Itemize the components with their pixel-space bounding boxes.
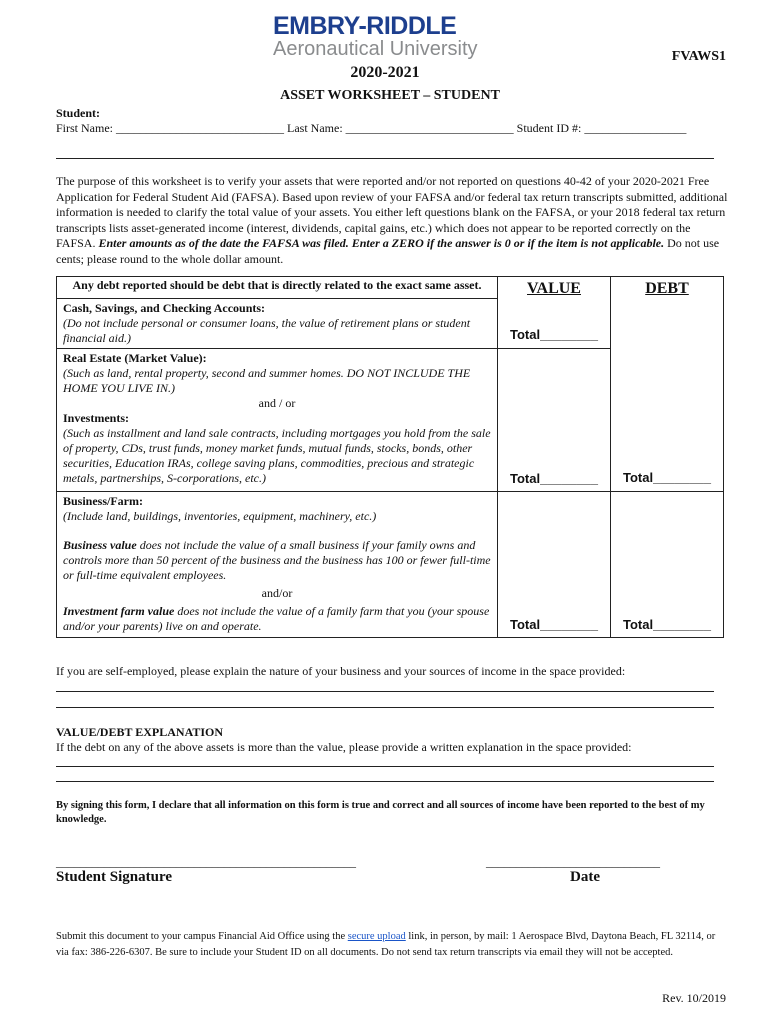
student-id-field[interactable]: Student ID #: _________________ bbox=[516, 121, 687, 135]
investments-debt-cell[interactable] bbox=[611, 348, 724, 491]
explanation-prompt: If the debt on any of the above assets is more than the value, please provide a written explanation in the space provided: bbox=[56, 740, 632, 754]
submit-text-post: link, in person, by mail: 1 Aerospace Blvd, Daytona Beach, FL 32114, or via fax: 386-226-6307. Be sure to include your Student ID on all documents. Do not send tax return transcripts via email they will not be accepted. bbox=[56, 931, 716, 958]
asset-table bbox=[56, 276, 724, 638]
form-id: FVAWS1 bbox=[671, 49, 726, 64]
value-header: VALUE bbox=[498, 277, 611, 299]
signature-label: Student Signature bbox=[56, 869, 173, 885]
cash-value-cell[interactable] bbox=[498, 298, 611, 348]
realestate-title: Real Estate (Market Value): bbox=[63, 350, 207, 365]
realestate-desc: (Such as land, rental property, second and summer homes. DO NOT INCLUDE THE HOME YOU LIVE IN.) bbox=[63, 365, 471, 395]
investments-value-cell[interactable] bbox=[498, 348, 611, 491]
business-debt-cell[interactable] bbox=[611, 491, 724, 637]
first-name-field[interactable]: First Name: ____________________________ bbox=[56, 121, 284, 135]
farm-value-desc: does not include the value of a family farm that you (your spouse and/or your parents) live on and operate. bbox=[63, 603, 490, 633]
award-year: 2020-2021 bbox=[350, 64, 420, 81]
explanation-title: VALUE/DEBT EXPLANATION bbox=[56, 725, 224, 739]
and-or-label: and / or bbox=[258, 395, 296, 410]
cash-value-total[interactable]: Total________ bbox=[510, 327, 598, 342]
business-value-total[interactable]: Total________ bbox=[510, 616, 598, 632]
investments-title: Investments: bbox=[63, 410, 129, 425]
self-employed-line-2[interactable] bbox=[56, 707, 714, 708]
secure-upload-link[interactable]: secure upload bbox=[347, 931, 406, 942]
investments-debt-total[interactable]: Total________ bbox=[623, 470, 711, 485]
declaration-text: By signing this form, I declare that all information on this form is true and correct and all sources of income have been reported to the best of my knowledge. bbox=[56, 800, 705, 825]
business-value-desc: does not include the value of a small business if your family owns and controls more than 50 percent of the business and the business has 100 or fewer full-time or full-time equivalent employees. bbox=[63, 537, 491, 582]
submit-instructions bbox=[56, 929, 728, 960]
revision-date: Rev. 10/2019 bbox=[662, 991, 726, 1005]
and-or-label-2: and/or bbox=[261, 585, 293, 600]
date-label: Date bbox=[570, 869, 600, 885]
purpose-paragraph bbox=[56, 174, 728, 267]
business-debt-total[interactable]: Total________ bbox=[623, 616, 711, 632]
signature-line[interactable]: __________________________________________________ bbox=[56, 855, 356, 869]
business-farm-row bbox=[57, 491, 498, 637]
purpose-instruction: Enter amounts as of the date the FAFSA was filed. Enter a ZERO if the answer is 0 or if the item is not applicable. bbox=[98, 236, 665, 250]
realestate-investments-row bbox=[57, 348, 498, 491]
farm-value-label: Investment farm value bbox=[63, 603, 175, 618]
worksheet-title: ASSET WORKSHEET – STUDENT bbox=[280, 88, 500, 103]
business-value-label: Business value bbox=[63, 537, 137, 552]
debt-note: Any debt reported should be debt that is directly related to the exact same asset. bbox=[57, 277, 498, 299]
business-desc: (Include land, buildings, inventories, equipment, machinery, etc.) bbox=[63, 508, 377, 523]
student-label: Student: bbox=[56, 106, 101, 120]
university-logo-wordmark: EMBRY-RIDDLE bbox=[273, 12, 457, 40]
purpose-text: The purpose of this worksheet is to verify your assets that were reported and/or not reported on questions 40-42 of your 2020-2021 Free Application for Federal Student Aid (FAFSA). Based upon review of your FAFSA and/or federal tax return transcripts submitted, additional information is needed to clarify the total value of your assets. You either left questions blank on the FAFSA, or your 2018 federal tax return transcripts lists asset-generated income (interest, dividends, capital gains, etc.) which does not appear to be reported correctly on the FAFSA. bbox=[56, 174, 728, 250]
student-info-row bbox=[56, 121, 686, 136]
last-name-field[interactable]: Last Name: ____________________________ bbox=[287, 121, 514, 135]
purpose-tail: Do not use cents; please round to the whole dollar amount. bbox=[56, 236, 720, 266]
business-value-cell[interactable] bbox=[498, 491, 611, 637]
divider bbox=[56, 158, 714, 159]
cash-desc: (Do not include personal or consumer loans, the value of retirement plans or student financial aid.) bbox=[63, 315, 471, 345]
self-employed-line-1[interactable] bbox=[56, 691, 714, 692]
university-logo-subtitle: Aeronautical University bbox=[273, 38, 478, 60]
date-line[interactable]: _____________________________ bbox=[486, 855, 660, 869]
explanation-line-1[interactable] bbox=[56, 766, 714, 767]
investments-value-total[interactable]: Total________ bbox=[510, 470, 598, 486]
submit-text-pre: Submit this document to your campus Financial Aid Office using the bbox=[56, 931, 346, 942]
investments-desc: (Such as installment and land sale contracts, including mortgages you hold from the sale of property, CDs, trust funds, money market funds, mutual funds, stocks, bonds, other securities, Education IRAs, college saving plans, commodities, precious and strategic metals, partnerships, S-corporations, etc.) bbox=[63, 425, 491, 485]
cash-debt-cell bbox=[611, 298, 724, 348]
self-employed-prompt: If you are self-employed, please explain the nature of your business and your sources of income in the space provided: bbox=[56, 664, 626, 678]
debt-header: DEBT bbox=[611, 277, 724, 299]
cash-title: Cash, Savings, and Checking Accounts: bbox=[63, 300, 266, 315]
cash-row bbox=[57, 298, 498, 348]
business-title: Business/Farm: bbox=[63, 493, 144, 508]
explanation-line-2[interactable] bbox=[56, 781, 714, 782]
